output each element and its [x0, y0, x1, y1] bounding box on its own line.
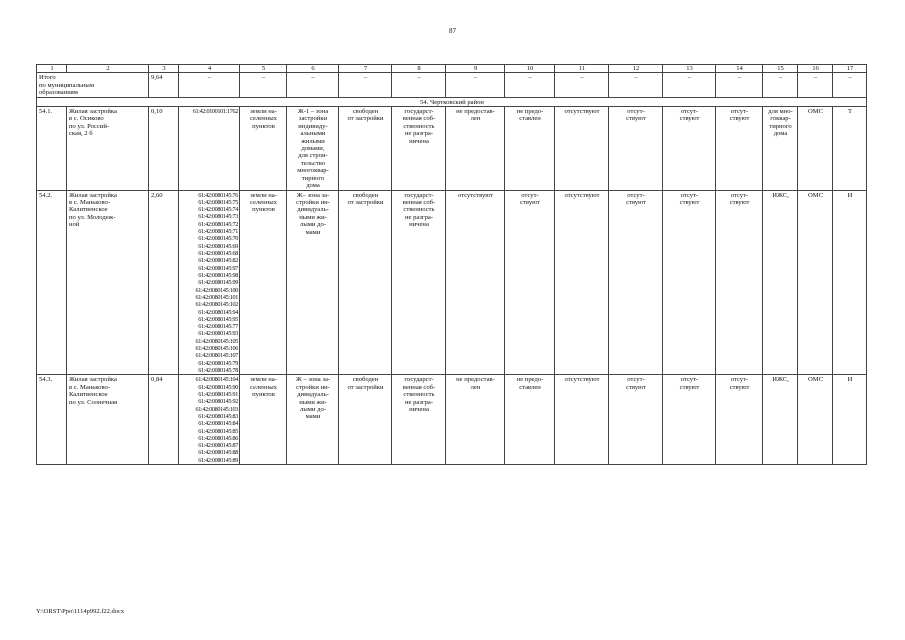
cadastral-number: 61:42:0080145:78: [198, 367, 238, 374]
dash-cell: –: [833, 73, 867, 97]
column-number: 8: [392, 65, 446, 73]
row-number: 54.1.: [37, 107, 67, 190]
zone-description: Ж– зона за- стройки ин- дивидуаль- ными жи- лыми до- мами: [287, 190, 339, 375]
cadastral-number: 61:42:0080145:87: [198, 442, 238, 450]
land-category: земли на- селенных пунктов: [240, 107, 287, 190]
total-label: Итого по муниципальным образованиям: [37, 73, 149, 97]
cell-col13: отсут- ствуют: [663, 375, 716, 465]
cadastral-list: [179, 190, 240, 375]
column-number: 16: [798, 65, 833, 73]
dash-cell: –: [179, 73, 240, 97]
column-number: 5: [240, 65, 287, 73]
total-row: [37, 73, 867, 97]
ownership: государст- венная соб- ственность не разгра- ничена: [392, 107, 446, 190]
cadastral-number: 61:42:0080145:79: [198, 359, 238, 367]
cadastral-number: 61:42:0080145:101: [195, 293, 238, 301]
cadastral-number: 61:42:0080145:94: [198, 308, 238, 316]
cadastral-number: 61:42:0080145:69: [198, 242, 238, 250]
dash-cell: –: [716, 73, 763, 97]
cadastral-number: 61:42:0080145:89: [198, 456, 238, 464]
cell-col13: отсут- ствуют: [663, 190, 716, 375]
file-path-footer: Y:\ORST\Ppo\1114p992.f22.docx: [36, 608, 125, 615]
object-name: Жилая застройка в с. Маньково- Калитвенское по ул. Молодеж- ной: [67, 190, 149, 375]
cell-col9: не предостав- лен: [446, 375, 505, 465]
table-row: [37, 375, 867, 465]
cell-col12: отсут- ствуют: [609, 375, 663, 465]
cell-col11: отсутствуют: [555, 107, 609, 190]
dash-cell: –: [392, 73, 446, 97]
zone-description: Ж-1 – зона застройки индивиду- альными жилыми домами, для строи- тельство многоквар- тирного дома: [287, 107, 339, 190]
row-number: 54.2.: [37, 190, 67, 375]
cadastral-number: 61:42:0080145:93: [198, 330, 238, 338]
column-number: 6: [287, 65, 339, 73]
cadastral-number: 61:42:0080145:107: [195, 352, 238, 360]
page-number: 87: [449, 27, 456, 35]
column-number: 7: [339, 65, 392, 73]
column-number: 2: [67, 65, 149, 73]
cadastral-number: 61:42:0080145:92: [198, 398, 238, 406]
land-category: земли на- селенных пунктов: [240, 375, 287, 465]
encumbrance: свободен от застройки: [339, 190, 392, 375]
dash-cell: –: [763, 73, 798, 97]
cadastral-number: 61:42:0080145:95: [198, 315, 238, 323]
cadastral-number: 61:42:0080145:106: [195, 345, 238, 353]
cadastral-number: 61:42:0080145:85: [198, 427, 238, 435]
dash-cell: –: [555, 73, 609, 97]
cadastral-number: 61:42:0080145:90: [198, 383, 238, 391]
cell-col10: не предо- ставлен: [505, 375, 555, 465]
cell-col15: для мно- гоквар- тирного дома: [763, 107, 798, 190]
column-number: 4: [179, 65, 240, 73]
cell-col14: отсут- ствуют: [716, 375, 763, 465]
dash-cell: –: [505, 73, 555, 97]
cell-col10: отсут- ствуют: [505, 190, 555, 375]
cell-col16: ОМС: [798, 190, 833, 375]
cadastral-number: 61:42:0080145:73: [198, 213, 238, 221]
cadastral-number: 61:42:0080145:97: [198, 264, 238, 272]
table-row: [37, 107, 867, 190]
cadastral-number: 61:42:0080145:83: [198, 412, 238, 420]
area-value: 0,84: [149, 375, 179, 465]
cell-col11: отсутствуют: [555, 375, 609, 465]
cell-col16: ОМС: [798, 107, 833, 190]
cell-col15: ИЖС,: [763, 375, 798, 465]
ownership: государст- венная соб- ственность не разгра- ничена: [392, 375, 446, 465]
cadastral-number: 61:42:0080145:77: [198, 323, 238, 331]
object-name: Жилая застройка в с. Осиково по ул. Россий- ская, 2 б: [67, 107, 149, 190]
table-row: [37, 190, 867, 375]
cadastral-number: 61:42:0100101:1762: [179, 107, 240, 190]
column-number: 10: [505, 65, 555, 73]
column-number: 17: [833, 65, 867, 73]
district-row: [37, 97, 867, 106]
column-number: 1: [37, 65, 67, 73]
cadastral-number: 61:42:0080145:104: [195, 376, 238, 384]
dash-cell: –: [798, 73, 833, 97]
cadastral-number: 61:42:0080145:103: [195, 405, 238, 413]
column-number: 12: [609, 65, 663, 73]
dash-cell: –: [446, 73, 505, 97]
cadastral-number: 61:42:0080145:82: [198, 257, 238, 265]
cell-col17: Т: [833, 107, 867, 190]
area-value: 0,10: [149, 107, 179, 190]
column-number: 11: [555, 65, 609, 73]
cadastral-number: 61:42:0080145:70: [198, 235, 238, 243]
cadastral-number: 61:42:0080145:86: [198, 434, 238, 442]
encumbrance: свободен от застройки: [339, 375, 392, 465]
dash-cell: –: [339, 73, 392, 97]
cadastral-number: 61:42:0080145:88: [198, 449, 238, 457]
cadastral-number: 61:42:0080145:71: [198, 228, 238, 236]
cell-col14: отсут- ствуют: [716, 190, 763, 375]
land-category: земли на- селенных пунктов: [240, 190, 287, 375]
cadastral-number: 61:42:0080145:74: [198, 206, 238, 214]
cadastral-number: 61:42:0080145:98: [198, 271, 238, 279]
cadastral-number: 61:42:0080145:75: [198, 198, 238, 206]
ownership: государст- венная соб- ственность не разгра- ничена: [392, 190, 446, 375]
column-number: 13: [663, 65, 716, 73]
cell-col9: отсутствуют: [446, 190, 505, 375]
cell-col12: отсут- ствуют: [609, 107, 663, 190]
cadastral-number: 61:42:0080145:105: [195, 337, 238, 345]
cadastral-number: 61:42:0080145:68: [198, 250, 238, 257]
cell-col17: И: [833, 375, 867, 465]
cadastral-number: 61:42:0080145:102: [195, 301, 238, 309]
cell-col16: ОМС: [798, 375, 833, 465]
dash-cell: –: [287, 73, 339, 97]
dash-cell: –: [240, 73, 287, 97]
cell-col13: отсут- ствуют: [663, 107, 716, 190]
object-name: Жилая застройка в с. Маньково- Калитвенское по ул. Солнечная: [67, 375, 149, 465]
total-area: 9,64: [149, 73, 179, 97]
cadastral-list: [179, 375, 240, 465]
row-number: 54.3.: [37, 375, 67, 465]
cadastral-number: 61:42:0080145:76: [198, 191, 238, 199]
cell-col9: не предостав- лен: [446, 107, 505, 190]
column-number-row: [37, 65, 867, 73]
area-value: 2,60: [149, 190, 179, 375]
dash-cell: –: [663, 73, 716, 97]
cell-col14: отсут- ствуют: [716, 107, 763, 190]
cadastral-number: 61:42:0080145:84: [198, 420, 238, 428]
cadastral-number: 61:42:0080145:100: [195, 286, 238, 294]
cadastral-number: 61:42:0080145:91: [198, 390, 238, 398]
cell-col10: не предо- ставлен: [505, 107, 555, 190]
cell-col17: И: [833, 190, 867, 375]
column-number: 3: [149, 65, 179, 73]
cell-col11: отсутствуют: [555, 190, 609, 375]
land-plots-table: [36, 64, 867, 465]
dash-cell: –: [609, 73, 663, 97]
cell-col12: отсут- ствуют: [609, 190, 663, 375]
column-number: 15: [763, 65, 798, 73]
cell-col15: ИЖС,: [763, 190, 798, 375]
cadastral-number: 61:42:0080145:99: [198, 279, 238, 287]
zone-description: Ж – зона за- стройки ин- дивидуаль- ными жи- лыми до- мами: [287, 375, 339, 465]
column-number: 14: [716, 65, 763, 73]
column-number: 9: [446, 65, 505, 73]
encumbrance: свободен от застройки: [339, 107, 392, 190]
district-heading: 54. Чертковский район: [37, 97, 867, 106]
cadastral-number: 61:42:0080145:72: [198, 220, 238, 228]
